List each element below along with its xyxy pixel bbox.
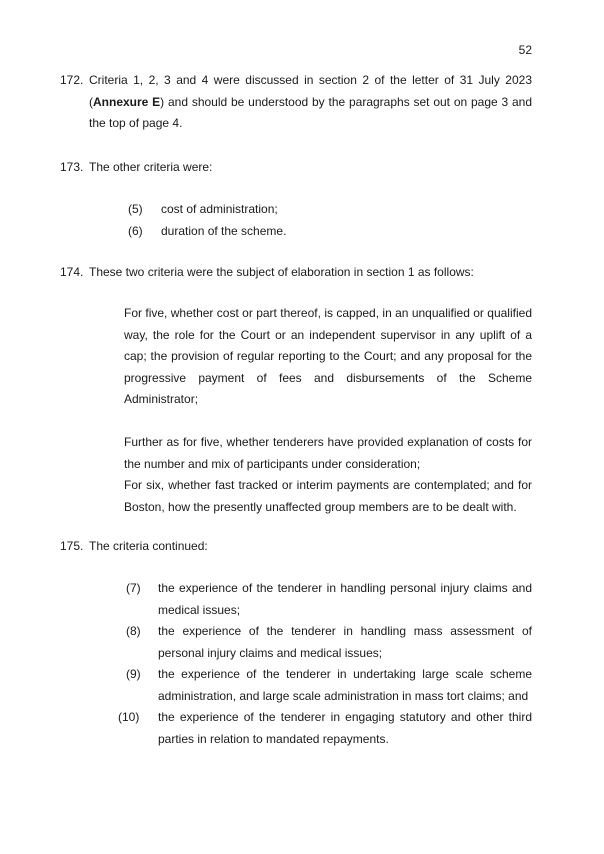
paragraph-text: The criteria continued: <box>89 539 208 553</box>
list-item-label: (7) <box>126 581 141 595</box>
list-item <box>118 707 532 750</box>
list-item-label: (8) <box>126 624 141 638</box>
criteria-list-7-10 <box>118 578 532 750</box>
page-number: 52 <box>518 43 532 57</box>
paragraph-173 <box>60 157 532 179</box>
list-item <box>128 221 532 243</box>
quoted-elaboration <box>124 303 532 518</box>
paragraph-text: The other criteria were: <box>89 160 213 174</box>
paragraph-number: 172. <box>60 73 84 87</box>
paragraph-175 <box>60 536 532 558</box>
paragraph-number: 175. <box>60 539 84 553</box>
list-item-text: the experience of the tenderer in handling mass assessment of personal injury claims and medical issues; <box>158 624 532 660</box>
list-item-text: duration of the scheme. <box>161 223 287 238</box>
list-item-label: (9) <box>126 667 141 681</box>
list-item <box>128 199 532 221</box>
criteria-list-5-6 <box>128 199 532 242</box>
list-item-text: the experience of the tenderer in handling personal injury claims and medical issues; <box>158 581 532 617</box>
list-item-text: cost of administration; <box>161 202 278 216</box>
annexure-reference: Annexure E <box>93 94 161 109</box>
paragraph-number: 173. <box>60 160 84 174</box>
quote-paragraph: For five, whether cost or part thereof, is capped, in an unqualified or qualified way, the role for the Court or an independent supervisor in any uplift of a cap; the provision of regular reporting to the Court; and any proposal for the progressive payment of fees and disbursements of the Scheme Administrator; <box>124 306 532 406</box>
list-item-text: the experience of the tenderer in undertaking large scale scheme administration, and large scale administration in mass tort claims; and <box>158 667 532 703</box>
paragraph-text-part: Criteria 1, 2, 3 and 4 were discussed in section 2 of the letter of 31 July 2023 ( <box>89 73 532 109</box>
paragraph-number: 174. <box>60 265 84 279</box>
quote-paragraph: For six, whether fast tracked or interim payments are contemplated; and for Boston, how the presently unaffected group members are to be dealt with. <box>124 478 532 514</box>
paragraph-174 <box>60 262 532 284</box>
paragraph-text-part: ) and should be understood by the paragraphs set out on page 3 and the top of page 4. <box>89 94 533 130</box>
paragraph-172 <box>60 70 532 135</box>
list-item-label: (10) <box>118 710 140 724</box>
paragraph-text <box>89 70 532 135</box>
list-item-text: the experience of the tenderer in engaging statutory and other third parties in relation to mandated repayments. <box>158 710 532 746</box>
list-item <box>118 578 532 621</box>
list-item <box>118 664 532 707</box>
list-item <box>118 621 532 664</box>
quote-paragraph: Further as for five, whether tenderers have provided explanation of costs for the number and mix of participants under consideration; <box>124 435 532 471</box>
list-item-label: (6) <box>128 223 143 238</box>
list-item-label: (5) <box>128 202 143 216</box>
paragraph-text: These two criteria were the subject of elaboration in section 1 as follows: <box>89 265 474 279</box>
